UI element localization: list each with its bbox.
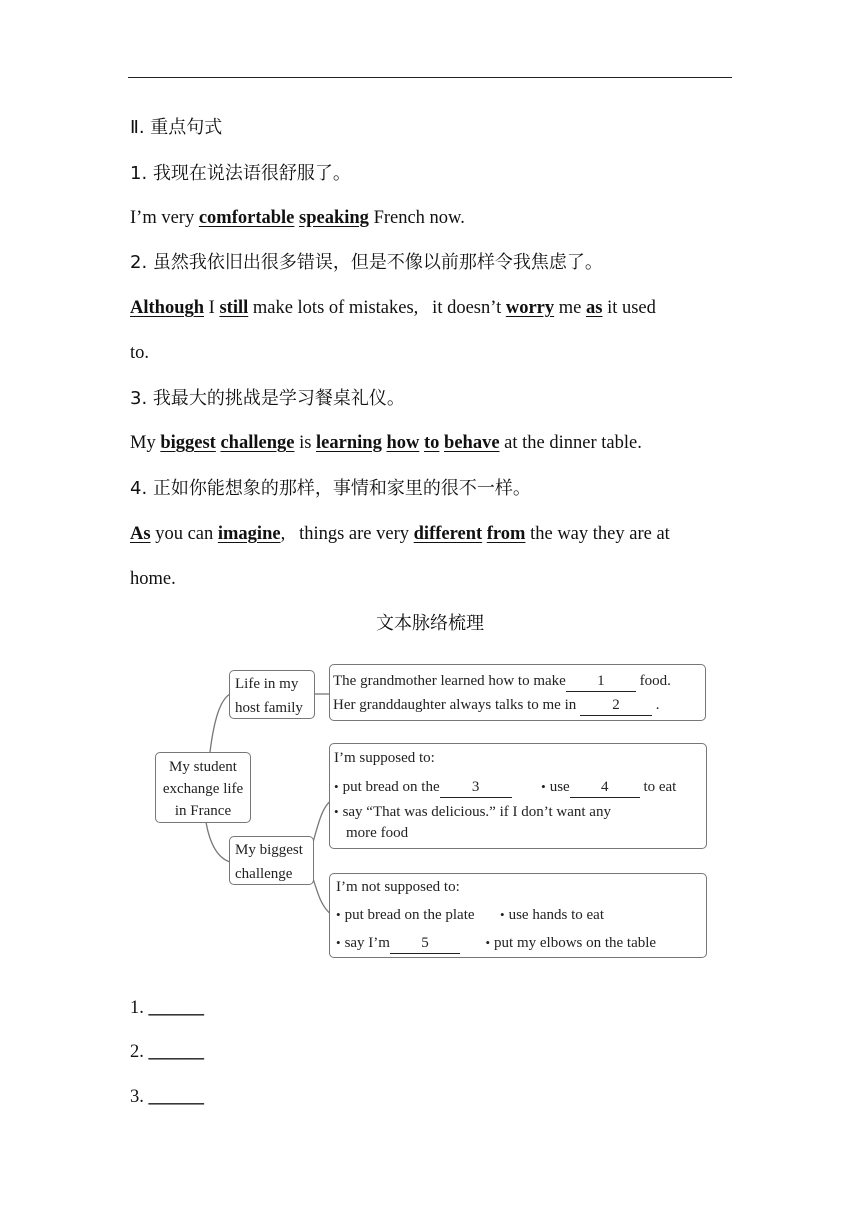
bullet-icon: •	[334, 804, 339, 819]
host-detail-line-1	[333, 669, 705, 693]
blank-2: 2	[580, 695, 652, 716]
keyword: worry	[505, 298, 555, 318]
supposed-item-2: use	[549, 779, 570, 795]
keyword: comfortable	[198, 208, 295, 228]
top-rule	[128, 77, 732, 78]
keyword: behave	[444, 433, 500, 453]
sentence-3-english	[130, 431, 730, 455]
keyword: Although	[130, 298, 205, 318]
keyword: to	[423, 433, 440, 453]
keyword: speaking	[299, 208, 369, 228]
diagram-title: 文本脉络梳理	[376, 613, 484, 634]
mindmap-root-node	[155, 752, 251, 823]
sentence-4-english-line1	[130, 522, 730, 546]
sentence-text: French now.	[368, 208, 465, 228]
keyword: imagine	[217, 524, 281, 544]
keyword: challenge	[220, 433, 295, 453]
section-title: Ⅱ. 重点句式	[130, 117, 223, 138]
answer-blank[interactable]: ______	[148, 1087, 204, 1107]
supposed-to-row-2	[334, 802, 706, 822]
not-supposed-title: I’m not supposed to:	[336, 879, 460, 895]
supposed-item-3-cont: more food	[346, 825, 409, 841]
host-node-line-1: Life in my	[235, 676, 299, 692]
keyword: how	[386, 433, 420, 453]
keyword: learning	[316, 433, 382, 453]
keyword: biggest	[160, 433, 216, 453]
supposed-to-title: I’m supposed to:	[334, 750, 435, 766]
supposed-item-1: put bread on the	[342, 779, 440, 795]
connector-root-to-challenge	[206, 822, 230, 862]
sentence-1-english	[130, 206, 730, 230]
answer-number: 2.	[130, 1042, 144, 1062]
keyword: from	[486, 524, 526, 544]
sentence-text: make lots of mistakes, it doesn’t	[248, 298, 506, 318]
bullet-icon: •	[336, 935, 341, 950]
host-family-detail-box	[329, 664, 706, 721]
answer-number: 3.	[130, 1087, 144, 1107]
sentence-text: , things are very	[280, 524, 414, 544]
bullet-icon: •	[485, 935, 491, 950]
blank-5: 5	[390, 933, 460, 954]
root-line-1: My student	[169, 759, 237, 775]
host-detail-text-2b: .	[655, 697, 660, 713]
root-line-3: in France	[174, 803, 232, 819]
answer-line-1	[130, 996, 204, 1020]
blank-4: 4	[570, 777, 640, 798]
supposed-to-row-1	[334, 775, 706, 799]
blank-3: 3	[440, 777, 512, 798]
answer-blank[interactable]: ______	[148, 1042, 204, 1062]
bullet-icon: •	[541, 779, 546, 794]
supposed-to-box	[329, 743, 707, 849]
bullet-icon: •	[334, 779, 339, 794]
not-supposed-to-box	[329, 873, 707, 958]
sentence-text: I	[204, 298, 220, 318]
challenge-node-line-1: My biggest	[235, 842, 303, 858]
not-supposed-item-4: put my elbows on the table	[494, 935, 657, 951]
sentence-2-chinese: 2. 虽然我依旧出很多错误，但是不像以前那样令我焦虑了。	[130, 252, 603, 273]
sentence-text: it used	[602, 298, 656, 318]
challenge-node-line-2: challenge	[235, 866, 293, 882]
answer-blank[interactable]: ______	[148, 998, 204, 1018]
answer-number: 1.	[130, 998, 144, 1018]
mindmap-host-family-node	[229, 670, 315, 719]
host-node-line-2: host family	[235, 700, 303, 716]
not-supposed-item-2: use hands to eat	[508, 907, 604, 923]
host-detail-text-2: Her granddaughter always talks to me in	[333, 697, 577, 713]
sentence-text: I’m very	[130, 208, 199, 228]
root-line-2: exchange life	[162, 781, 244, 797]
supposed-item-2b: to eat	[643, 779, 677, 795]
bullet-icon: •	[336, 907, 341, 922]
sentence-2-english-line1	[130, 296, 730, 320]
sentence-1-chinese: 1. 我现在说法语很舒服了。	[130, 163, 351, 184]
sentence-text: is	[294, 433, 317, 453]
not-supposed-row-2	[336, 931, 706, 955]
answer-line-3	[130, 1085, 204, 1109]
sentence-text: me	[554, 298, 586, 318]
not-supposed-item-3: say I’m	[344, 935, 390, 951]
not-supposed-item-1: put bread on the plate	[344, 907, 475, 923]
bullet-icon: •	[500, 907, 505, 922]
host-detail-text-1b: food.	[639, 673, 671, 689]
sentence-text: My	[130, 433, 161, 453]
not-supposed-row-1	[336, 903, 706, 927]
keyword: different	[413, 524, 483, 544]
sentence-text: at the dinner table.	[499, 433, 642, 453]
keyword: as	[586, 298, 603, 318]
host-detail-line-2	[333, 693, 705, 717]
connector-root-to-host	[210, 694, 230, 752]
sentence-text: the way they are at	[525, 524, 670, 544]
answer-line-2	[130, 1040, 204, 1064]
sentence-4-english-line2: home.	[130, 569, 176, 589]
sentence-2-english-line2: to.	[130, 343, 150, 363]
sentence-4-chinese: 4. 正如你能想象的那样，事情和家里的很不一样。	[130, 478, 531, 499]
host-detail-text-1: The grandmother learned how to make	[333, 673, 566, 689]
mindmap-challenge-node	[229, 836, 314, 885]
blank-1: 1	[566, 671, 636, 692]
supposed-item-3: say “That was delicious.” if I don’t want any	[342, 804, 611, 820]
keyword: As	[130, 524, 151, 544]
sentence-3-chinese: 3. 我最大的挑战是学习餐桌礼仪。	[130, 388, 405, 409]
sentence-text: you can	[150, 524, 218, 544]
keyword: still	[219, 298, 249, 318]
